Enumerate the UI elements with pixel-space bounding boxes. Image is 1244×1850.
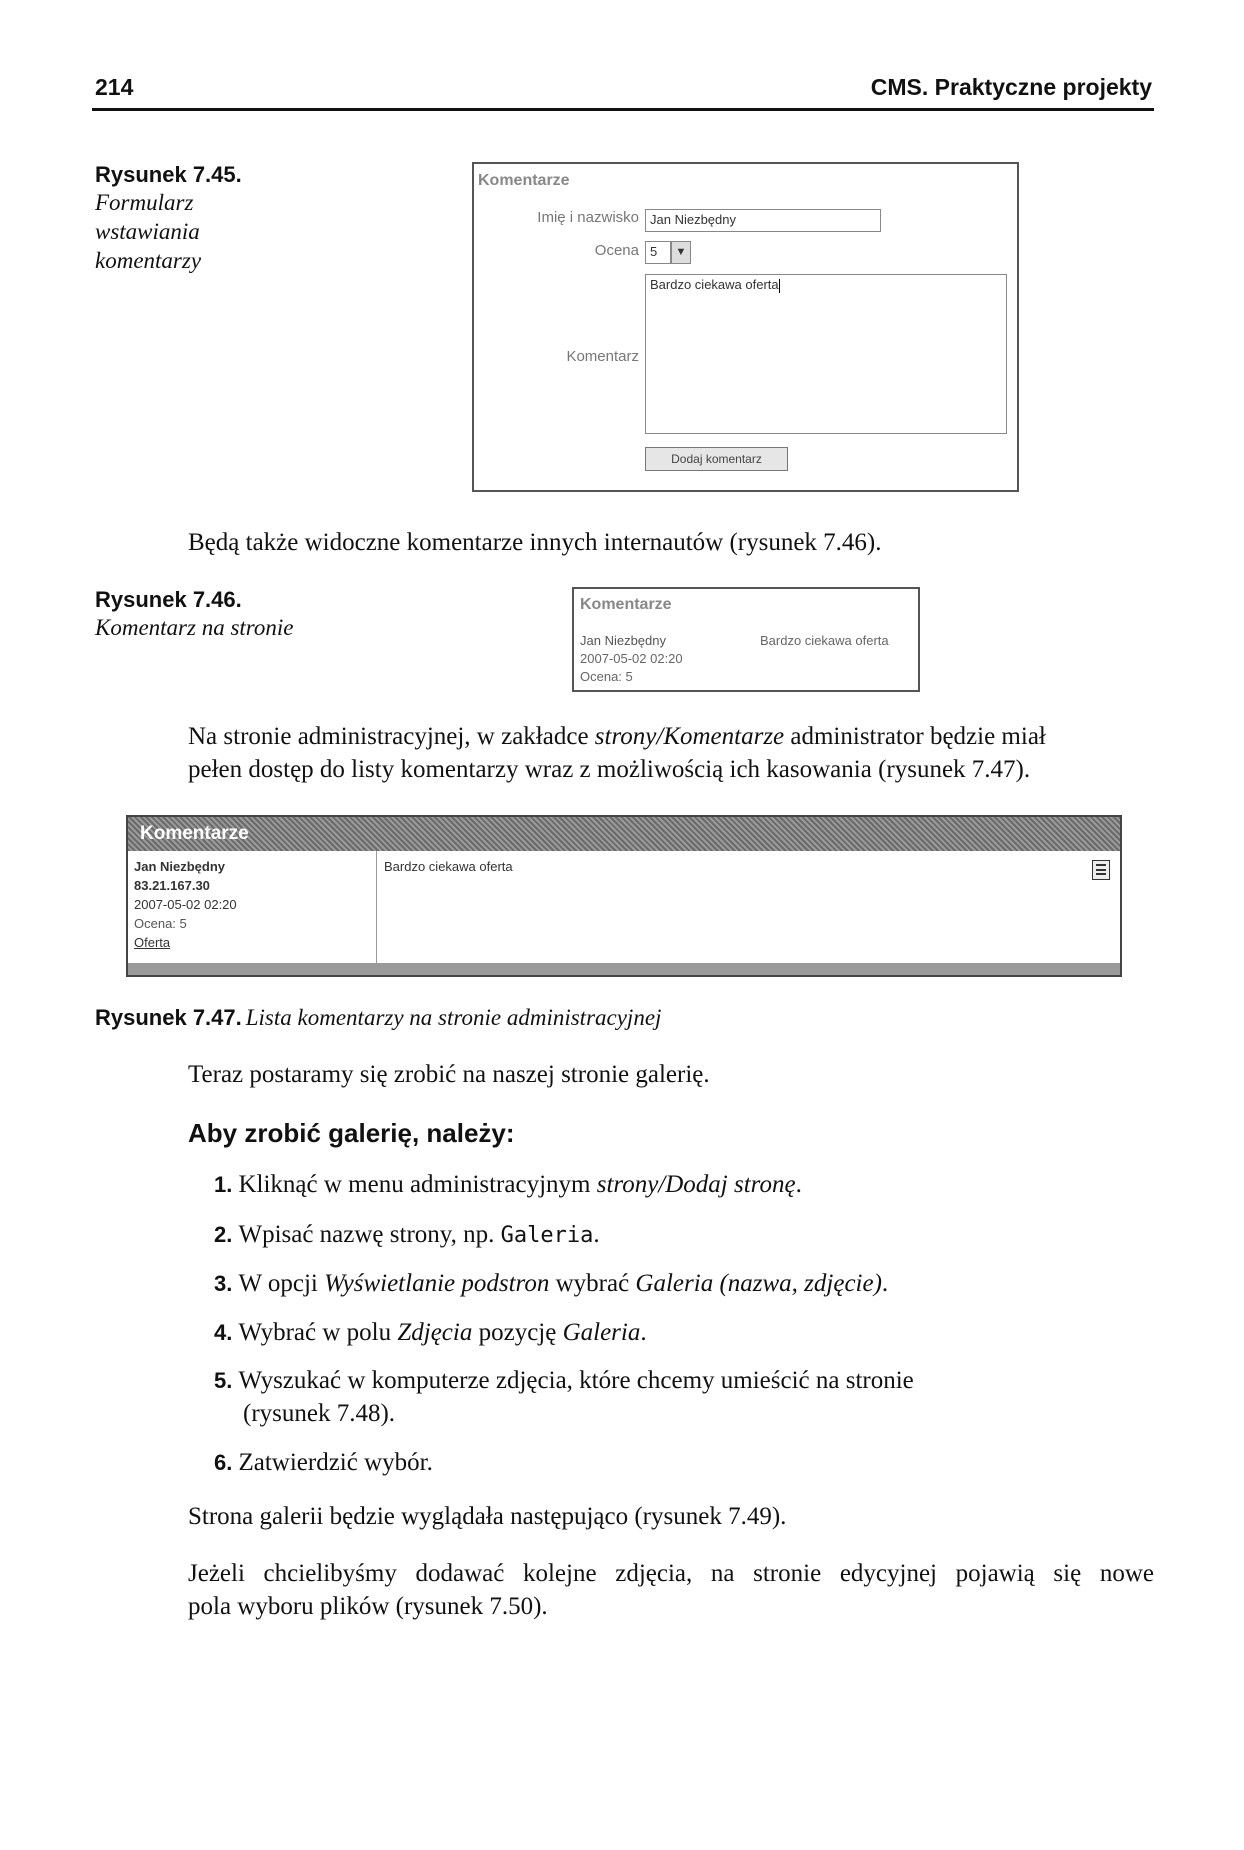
list-footer	[128, 963, 1120, 975]
chevron-down-icon[interactable]: ▼	[671, 241, 691, 264]
list-item	[214, 1364, 914, 1430]
step-text: Zatwierdzić wybór.	[238, 1449, 433, 1476]
comment-textarea[interactable]	[645, 274, 1007, 434]
text-run: Jeżeli chcielibyśmy dodawać kolejne zdjęcia, na stronie edycyjnej pojawią się nowe	[188, 1560, 1154, 1587]
figure-7-47-label: Rysunek 7.47.	[95, 1005, 242, 1030]
rating-value: 5	[645, 241, 671, 264]
paragraph: Będą także widoczne komentarze innych internautów (rysunek 7.46).	[188, 529, 882, 556]
comment-date: 2007-05-02 02:20	[134, 897, 237, 912]
figure-7-47-caption-line	[95, 1003, 661, 1032]
paragraph	[188, 1557, 1154, 1623]
step-text: Galeria (nazwa, zdjęcie)	[635, 1270, 882, 1297]
figure-7-45-label: Rysunek 7.45.	[95, 162, 242, 187]
comment-rating: Ocena: 5	[580, 669, 633, 684]
list-item	[214, 1446, 433, 1479]
step-text: Wpisać nazwę strony, np.	[238, 1221, 501, 1248]
step-text: Wyświetlanie podstron	[324, 1270, 550, 1297]
display-window-title: Komentarze	[580, 596, 672, 613]
comment-date: 2007-05-02 02:20	[580, 651, 683, 666]
rating-select[interactable]	[645, 241, 691, 264]
paragraph: Teraz postaramy się zrobić na naszej stronie galerię.	[188, 1061, 710, 1088]
page-number: 214	[95, 74, 134, 100]
text-run: strony/Komentarze	[594, 723, 785, 750]
comment-author: Jan Niezbędny	[134, 859, 226, 874]
comment-text: Bardzo ciekawa oferta	[760, 633, 889, 648]
step-text: .	[593, 1221, 600, 1248]
step-text: .	[881, 1270, 889, 1297]
list-item	[214, 1267, 888, 1300]
step-number: 6.	[214, 1450, 239, 1475]
comment-author: Jan Niezbędny	[580, 633, 666, 648]
step-text: strony/Dodaj stronę	[596, 1171, 796, 1198]
section-heading: Aby zrobić galerię, należy:	[188, 1118, 515, 1148]
name-field[interactable]: Jan Niezbędny	[645, 209, 881, 232]
figure-7-46-label: Rysunek 7.46.	[95, 587, 242, 612]
step-text: Wybrać w polu	[238, 1319, 398, 1346]
caption-line: komentarzy	[95, 248, 202, 273]
comment-rating: Ocena: 5	[134, 916, 187, 931]
text-cursor	[779, 279, 780, 293]
list-header	[128, 817, 1120, 851]
name-label: Imię i nazwisko	[537, 209, 639, 226]
caption-line: Formularz	[95, 190, 194, 215]
admin-comment-list-screenshot	[126, 815, 1122, 977]
text-run: Na stronie administracyjnej, w zakładce	[188, 723, 595, 750]
page-link[interactable]: Oferta	[134, 935, 171, 950]
step-text: Galeria	[500, 1223, 594, 1248]
list-item	[214, 1168, 802, 1201]
step-text: (rysunek 7.48).	[243, 1400, 396, 1427]
delete-icon[interactable]	[1092, 860, 1110, 880]
book-title: CMS. Praktyczne projekty	[870, 74, 1152, 100]
comment-display-screenshot	[572, 587, 920, 692]
comment-label: Komentarz	[566, 348, 639, 365]
step-number: 4.	[214, 1320, 239, 1345]
step-number: 1.	[214, 1172, 239, 1197]
step-text: W opcji	[238, 1270, 325, 1297]
paragraph	[188, 720, 1154, 786]
step-text: Kliknąć w menu administracyjnym	[238, 1171, 597, 1198]
comment-ip: 83.21.167.30	[134, 878, 210, 893]
step-number: 2.	[214, 1222, 239, 1247]
text-run: pełen dostęp do listy komentarzy wraz z możliwością ich kasowania (rysunek 7.47).	[188, 756, 1031, 783]
rating-label: Ocena	[594, 242, 639, 259]
step-text: wybrać	[549, 1270, 636, 1297]
step-text: .	[640, 1319, 647, 1346]
paragraph: Strona galerii będzie wyglądała następująco (rysunek 7.49).	[188, 1503, 787, 1530]
caption-line: wstawiania	[95, 219, 200, 244]
step-text: .	[795, 1171, 802, 1198]
text-run: pola wyboru plików (rysunek 7.50).	[188, 1593, 548, 1620]
comment-text: Bardzo ciekawa oferta	[650, 277, 779, 292]
comment-form-screenshot	[472, 162, 1019, 492]
figure-7-47-caption: Lista komentarzy na stronie administracyjnej	[245, 1005, 662, 1030]
add-comment-button[interactable]: Dodaj komentarz	[645, 447, 788, 471]
list-item	[214, 1316, 647, 1349]
figure-7-45-caption	[95, 188, 201, 275]
header-rule	[92, 108, 1154, 111]
step-text: Wyszukać w komputerze zdjęcia, które chcemy umieścić na stronie	[238, 1367, 914, 1394]
comment-text: Bardzo ciekawa oferta	[384, 859, 513, 874]
step-number: 3.	[214, 1271, 239, 1296]
step-text: pozycję	[472, 1319, 563, 1346]
text-run: administrator będzie miał	[784, 723, 1046, 750]
step-text: Galeria	[562, 1319, 641, 1346]
form-window-title: Komentarze	[478, 172, 570, 189]
step-text: Zdjęcia	[397, 1319, 473, 1346]
column-divider	[376, 851, 377, 963]
list-title: Komentarze	[140, 823, 249, 844]
step-number: 5.	[214, 1368, 239, 1393]
figure-7-46-caption: Komentarz na stronie	[95, 615, 294, 640]
list-item	[214, 1218, 600, 1252]
